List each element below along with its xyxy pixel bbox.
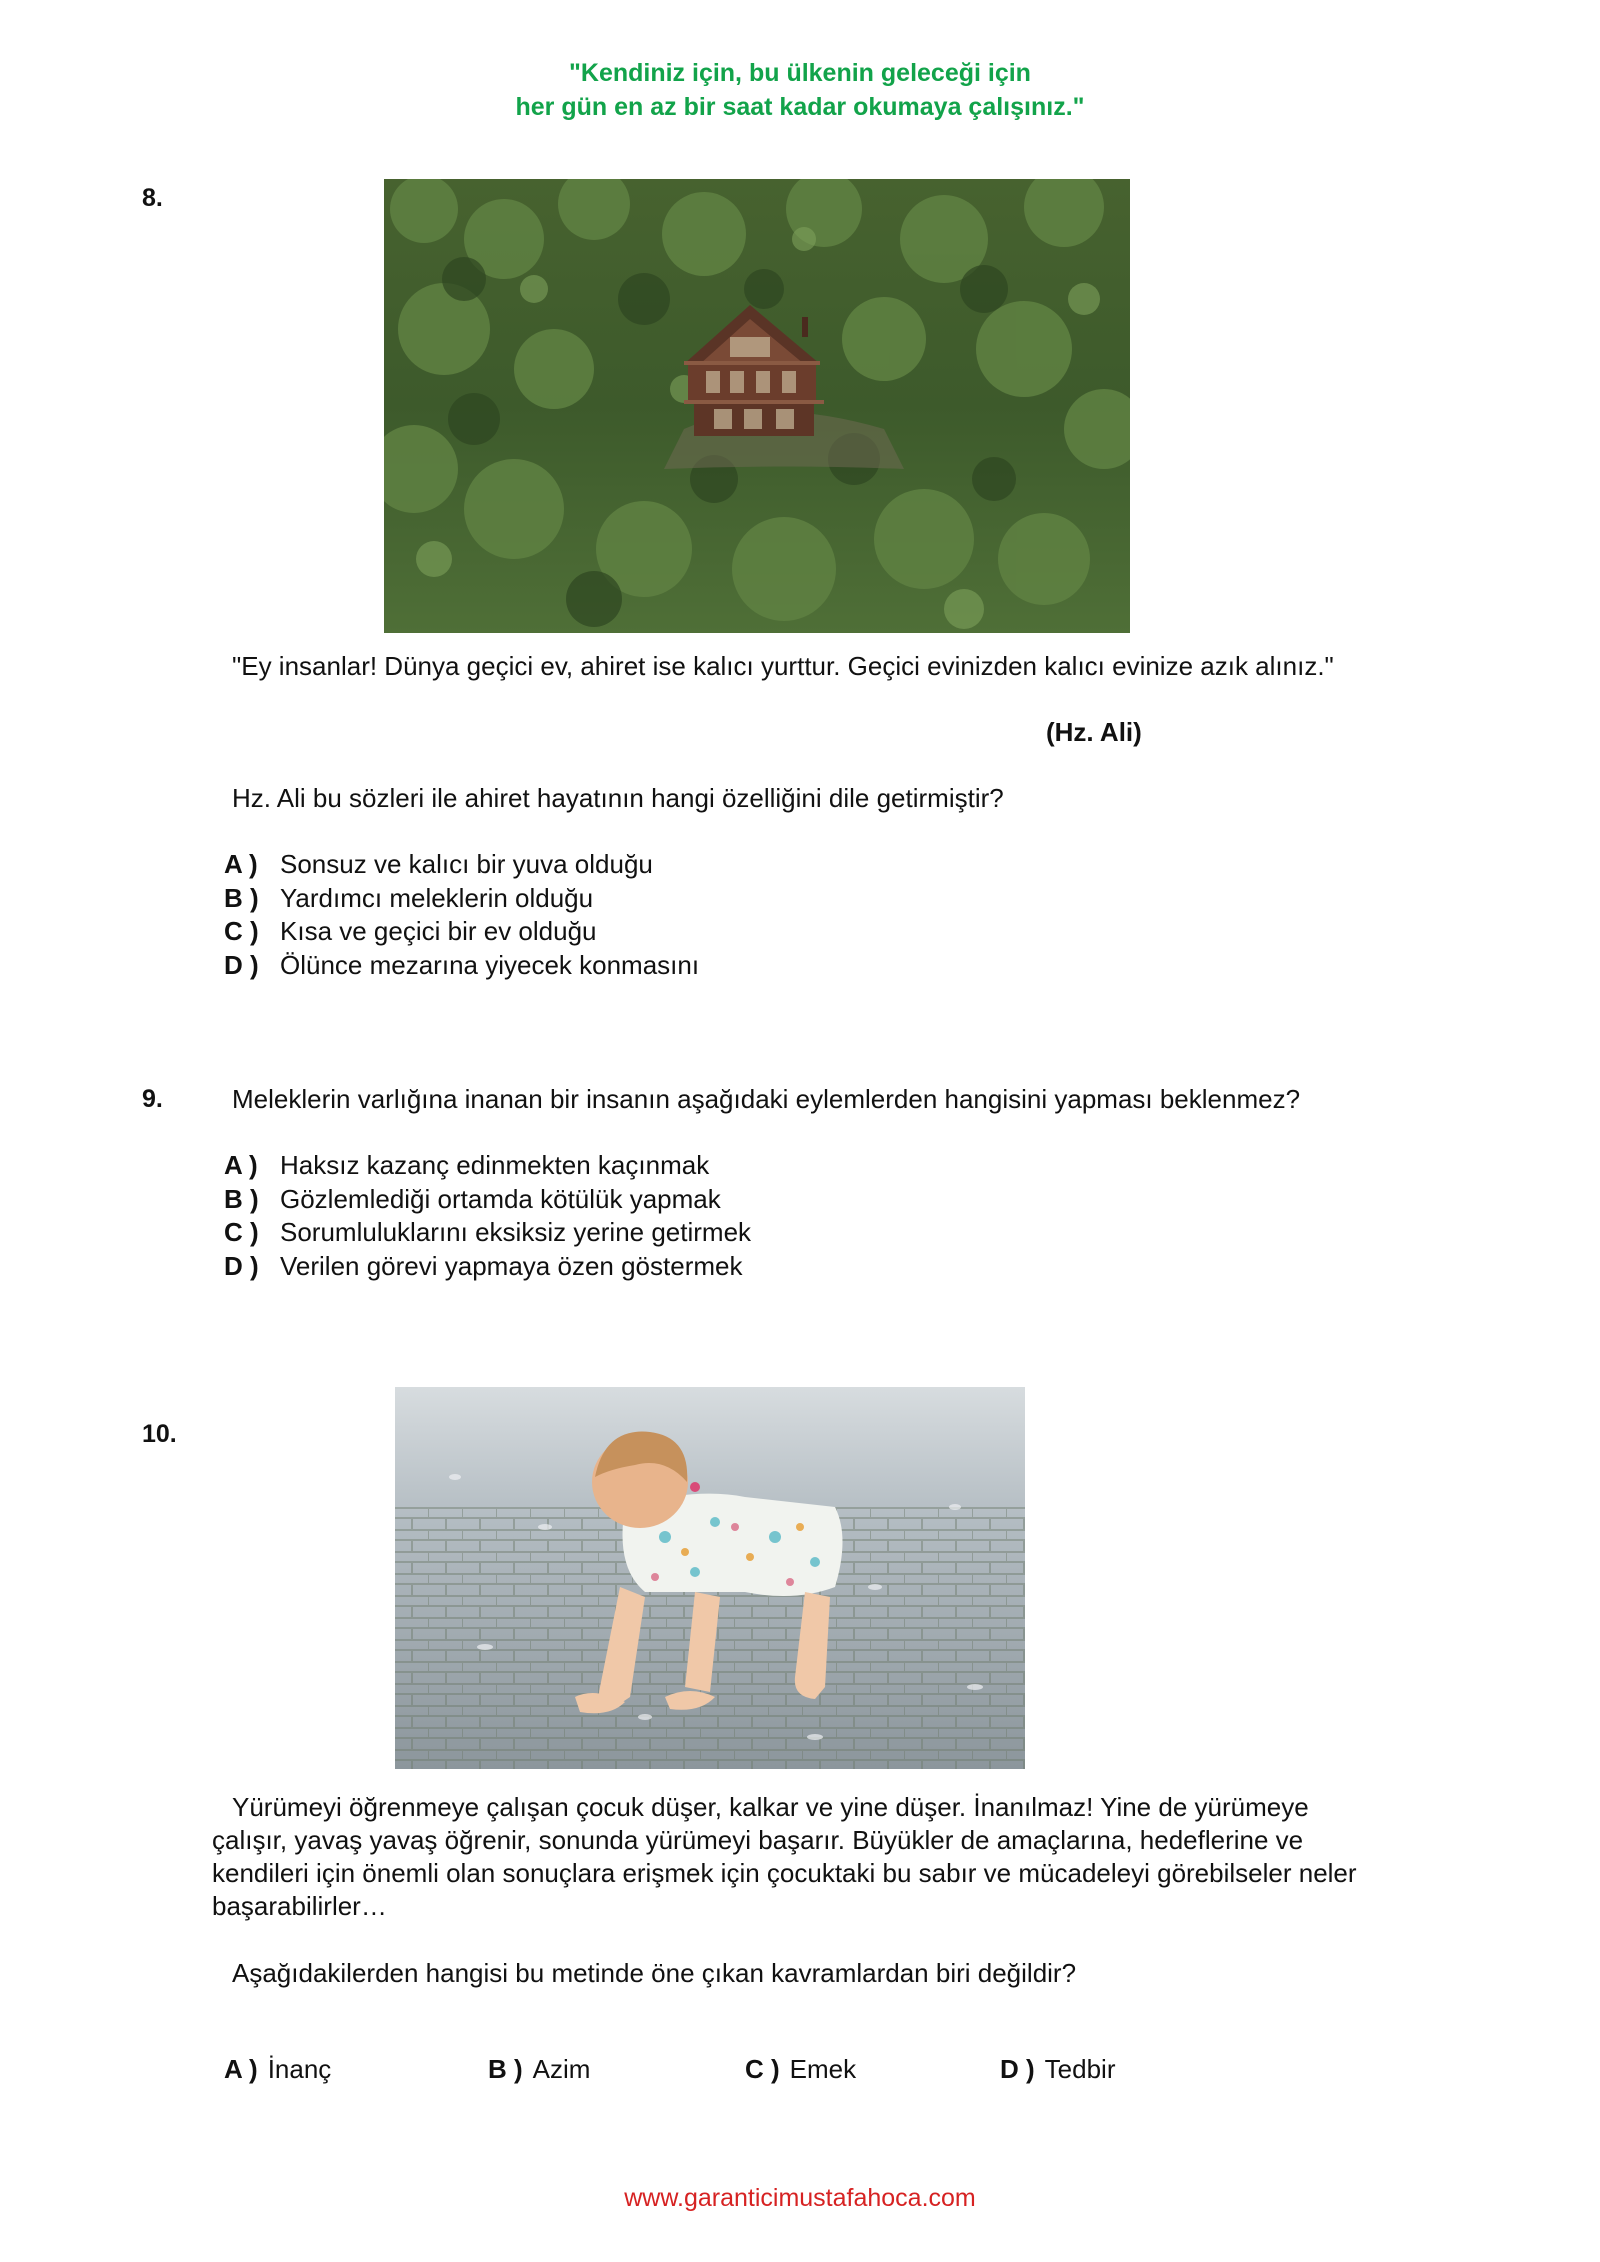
option-letter: C ) xyxy=(224,1217,259,1247)
option-letter: A ) xyxy=(224,849,258,879)
question-10-text: Aşağıdakilerden hangisi bu metinde öne çıkan kavramlardan biri değildir? xyxy=(232,1958,1077,1988)
option-text: Verilen görevi yapmaya özen göstermek xyxy=(280,1250,743,1281)
option-d[interactable] xyxy=(224,1250,751,1284)
option-letter: D ) xyxy=(224,949,259,980)
question-9-number: 9. xyxy=(142,1085,163,1113)
passage-line-3: kendileri için önemli olan sonuçlara erişmek için çocuktaki bu sabır ve mücadeleyi görebilseler neler xyxy=(212,1858,1357,1888)
option-a[interactable] xyxy=(224,2054,331,2085)
option-letter: A ) xyxy=(224,1150,258,1180)
option-letter: D ) xyxy=(1000,2054,1035,2084)
option-c[interactable] xyxy=(745,2054,856,2085)
option-text: Tedbir xyxy=(1044,2054,1116,2084)
option-text: Kısa ve geçici bir ev olduğu xyxy=(280,916,597,946)
question-8-quote: "Ey insanlar! Dünya geçici ev, ahiret ise kalıcı yurttur. Geçici evinizden kalıcı evinize azık alınız." xyxy=(232,651,1334,681)
passage-line-4: başarabilirler… xyxy=(212,1891,387,1921)
passage-line-1: Yürümeyi öğrenmeye çalışan çocuk düşer, kalkar ve yine düşer. İnanılmaz! Yine de yürümeye xyxy=(232,1792,1309,1822)
question-10-passage xyxy=(212,1791,1412,1923)
option-text: Ölünce mezarına yiyecek konmasını xyxy=(280,949,700,980)
footer-url[interactable]: www.garanticimustafahoca.com xyxy=(624,2184,976,2212)
question-8-options xyxy=(224,848,699,982)
option-text: Haksız kazanç edinmekten kaçınmak xyxy=(280,1150,710,1180)
question-9-text: Meleklerin varlığına inanan bir insanın aşağıdaki eylemlerden hangisini yapması beklenmez? xyxy=(232,1084,1301,1114)
passage-line-2: çalışır, yavaş yavaş öğrenir, sonunda yürümeyi başarır. Büyükler de amaçlarına, hedeflerine ve xyxy=(212,1825,1304,1855)
crawling-child-image xyxy=(395,1387,1025,1769)
option-a[interactable] xyxy=(224,1149,751,1183)
question-10-number: 10. xyxy=(142,1420,177,1448)
option-text: Azim xyxy=(532,2054,591,2084)
option-text: Yardımcı meleklerin olduğu xyxy=(280,882,594,913)
option-letter: D ) xyxy=(224,1250,259,1281)
question-8-text: Hz. Ali bu sözleri ile ahiret hayatının hangi özelliğini dile getirmiştir? xyxy=(232,783,1004,813)
option-c[interactable] xyxy=(224,915,699,949)
option-a[interactable] xyxy=(224,848,699,882)
option-d[interactable] xyxy=(224,949,699,983)
option-letter: A ) xyxy=(224,2054,258,2084)
option-text: Gözlemlediği ortamda kötülük yapmak xyxy=(280,1183,721,1214)
question-9-options xyxy=(224,1149,751,1283)
motto-line-1: "Kendiniz için, bu ülkenin geleceği için xyxy=(569,59,1031,87)
question-8-number: 8. xyxy=(142,184,163,212)
quote-source: (Hz. Ali) xyxy=(1046,717,1142,747)
option-b[interactable] xyxy=(224,882,699,916)
option-b[interactable] xyxy=(488,2054,590,2085)
option-letter: B ) xyxy=(224,1183,259,1214)
option-b[interactable] xyxy=(224,1183,751,1217)
house-in-forest-image xyxy=(384,179,1130,633)
option-text: Emek xyxy=(789,2054,857,2084)
option-letter: B ) xyxy=(488,2054,523,2084)
option-letter: C ) xyxy=(745,2054,780,2084)
option-letter: B ) xyxy=(224,882,259,913)
motto-line-2: her gün en az bir saat kadar okumaya çalışınız." xyxy=(515,93,1085,121)
option-text: Sorumluluklarını eksiksiz yerine getirmek xyxy=(280,1217,752,1247)
option-text: İnanç xyxy=(267,2054,332,2084)
header-motto xyxy=(0,56,1600,124)
option-c[interactable] xyxy=(224,1216,751,1250)
option-text: Sonsuz ve kalıcı bir yuva olduğu xyxy=(280,849,653,879)
option-d[interactable] xyxy=(1000,2054,1116,2085)
option-letter: C ) xyxy=(224,916,259,946)
